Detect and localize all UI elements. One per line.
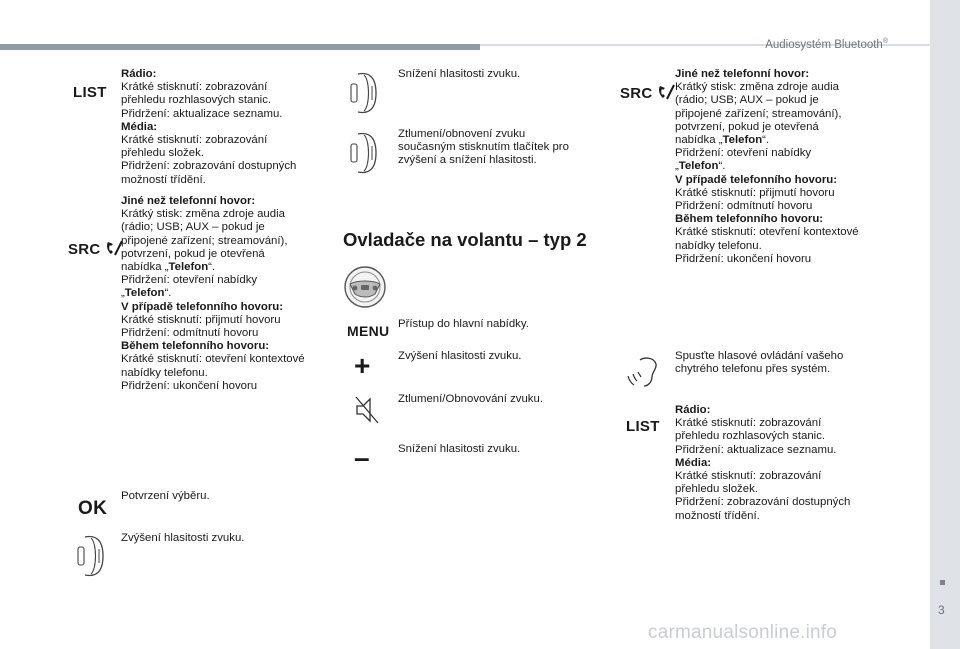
- text-line: Ztlumení/Obnovování zvuku.: [398, 393, 543, 405]
- text-part: „: [675, 160, 679, 173]
- section-title: Ovladače na volantu – typ 2: [343, 229, 587, 250]
- mute-mid-text: [398, 128, 598, 168]
- mute-thumbwheel-icon: [346, 130, 386, 176]
- ok-icon: OK: [78, 498, 108, 519]
- src-label: SRC: [620, 85, 653, 102]
- text-part: “.: [718, 160, 726, 173]
- text-line: (rádio; USB; AUX – pokud je: [121, 221, 265, 234]
- text-line: Ztlumení/obnovení zvuku: [398, 128, 526, 140]
- text-line: nabídky telefonu.: [121, 366, 208, 379]
- steering-wheel-icon: [341, 264, 389, 310]
- text-line: přehledu rozhlasových stanic.: [675, 430, 826, 443]
- header-reg-mark: ®: [882, 38, 888, 45]
- text-line: Snížení hlasitosti zvuku.: [398, 68, 521, 80]
- text-line: nabídky telefonu.: [675, 239, 762, 252]
- page-side-strip: [930, 0, 960, 649]
- text-line: Krátké stisknutí: otevření kontextové: [121, 353, 305, 366]
- ok-text: [121, 490, 326, 503]
- media-heading: Média:: [121, 120, 158, 133]
- text-line: přehledu rozhlasových stanic.: [121, 94, 272, 107]
- volume-down-thumbwheel-icon: [346, 70, 386, 116]
- page-number: 3: [938, 603, 945, 617]
- text-line: připojené zařízení; streamování),: [121, 234, 288, 247]
- text-line: Snížení hlasitosti zvuku.: [398, 443, 521, 455]
- text-part: „: [121, 287, 125, 300]
- text-line: Přidržení: ukončení hovoru: [121, 379, 258, 392]
- list-icon: LIST: [73, 84, 107, 101]
- radio-heading: Rádio:: [675, 404, 711, 416]
- telefon-term: Telefon: [722, 134, 763, 147]
- watermark: carmanualsonline.info: [648, 622, 838, 643]
- telefon-term: Telefon: [678, 160, 719, 173]
- text-line: připojené zařízení; streamování),: [675, 107, 842, 120]
- text-part: “.: [208, 261, 216, 274]
- running-header: [765, 38, 888, 51]
- list-icon-right: LIST: [626, 418, 660, 435]
- heading: Během telefonního hovoru:: [121, 340, 270, 353]
- text-part: nabídka „: [121, 261, 169, 274]
- text-line: přehledu složek.: [675, 483, 758, 496]
- text-line: Přidržení: otevření nabídky: [675, 147, 812, 160]
- text-line: Přidržení: aktualizace seznamu.: [121, 107, 283, 120]
- text-line: (rádio; USB; AUX – pokud je: [675, 94, 819, 107]
- text-line: současným stisknutím tlačítek pro: [398, 141, 569, 154]
- text-line: přehledu složek.: [121, 147, 204, 160]
- menu-text: [398, 318, 603, 331]
- text-line: Potvrzení výběru.: [121, 490, 210, 502]
- heading: V případě telefonního hovoru:: [121, 300, 283, 313]
- text-line: možností třídění.: [121, 173, 206, 186]
- voice-text: [675, 350, 880, 376]
- phone-slash-icon: [657, 84, 675, 100]
- radio-media2-text: [675, 404, 880, 523]
- plus-text: [398, 350, 603, 363]
- src-phone-icon: [68, 240, 123, 258]
- text-part: nabídka „: [675, 134, 723, 147]
- text-line: Krátké stisknutí: zobrazování: [675, 470, 822, 483]
- text-line: [121, 287, 331, 300]
- src-phone-icon-right: [620, 84, 675, 102]
- text-part: “.: [762, 134, 770, 147]
- text-line: Krátký stisk: změna zdroje audia: [675, 81, 839, 94]
- heading: Během telefonního hovoru:: [675, 213, 824, 226]
- text-line: Zvýšení hlasitosti zvuku.: [398, 350, 522, 362]
- radio-heading: Rádio:: [121, 68, 157, 80]
- radio-media-text: [121, 68, 326, 187]
- text-line: Krátký stisk: změna zdroje audia: [121, 208, 285, 221]
- text-line: [121, 261, 331, 274]
- heading: Jiné než telefonní hovor:: [121, 195, 256, 207]
- telefon-term: Telefon: [168, 261, 209, 274]
- text-line: chytrého telefonu přes systém.: [675, 363, 831, 376]
- page-marker: [940, 580, 945, 585]
- text-line: Přidržení: zobrazování dostupných: [121, 160, 297, 173]
- vol-down-mid-text: [398, 68, 603, 81]
- text-line: Krátké stisknutí: otevření kontextové: [675, 226, 859, 239]
- text-line: Přidržení: odmítnutí hovoru: [121, 327, 259, 340]
- heading: Jiné než telefonní hovor:: [675, 68, 810, 80]
- text-line: Krátké stisknutí: přijmutí hovoru: [121, 313, 281, 326]
- text-line: [675, 134, 890, 147]
- header-rule-thick: [0, 44, 480, 50]
- text-line: potvrzení, pokud je otevřená: [675, 120, 819, 133]
- voice-command-icon: [624, 356, 660, 390]
- heading: V případě telefonního hovoru:: [675, 173, 837, 186]
- text-line: Krátké stisknutí: zobrazování: [121, 134, 268, 147]
- text-line: Zvýšení hlasitosti zvuku.: [121, 532, 245, 544]
- text-line: Spusťte hlasové ovládání vašeho: [675, 350, 844, 362]
- header-title: Audiosystém Bluetooth: [765, 38, 883, 51]
- menu-icon: MENU: [347, 323, 390, 339]
- text-line: Přidržení: zobrazování dostupných: [675, 496, 851, 509]
- minus-icon: –: [354, 442, 370, 473]
- text-line: Přístup do hlavní nabídky.: [398, 318, 529, 330]
- text-line: Přidržení: otevření nabídky: [121, 274, 258, 287]
- minus-text: [398, 443, 603, 456]
- text-line: zvýšení a snížení hlasitosti.: [398, 154, 537, 167]
- vol-up-left-text: [121, 532, 326, 545]
- text-line: [675, 160, 890, 173]
- telefon-term: Telefon: [124, 287, 165, 300]
- text-line: potvrzení, pokud je otevřená: [121, 247, 265, 260]
- src-left-text: [121, 195, 331, 393]
- text-line: Přidržení: ukončení hovoru: [675, 252, 812, 265]
- media-heading: Média:: [675, 456, 712, 469]
- text-line: Přidržení: odmítnutí hovoru: [675, 200, 813, 213]
- text-line: možností třídění.: [675, 509, 760, 522]
- mute-speaker-icon: [354, 395, 380, 425]
- text-line: Krátké stisknutí: zobrazování: [121, 81, 268, 94]
- src-right-text: [675, 68, 890, 266]
- mute2-text: [398, 393, 603, 406]
- text-line: Krátké stisknutí: přijmutí hovoru: [675, 186, 835, 199]
- text-line: Přidržení: aktualizace seznamu.: [675, 443, 837, 456]
- text-line: Krátké stisknutí: zobrazování: [675, 417, 822, 430]
- plus-icon: +: [354, 350, 371, 381]
- src-label: SRC: [68, 241, 101, 258]
- volume-up-thumbwheel-icon: [73, 533, 113, 579]
- text-part: “.: [164, 287, 172, 300]
